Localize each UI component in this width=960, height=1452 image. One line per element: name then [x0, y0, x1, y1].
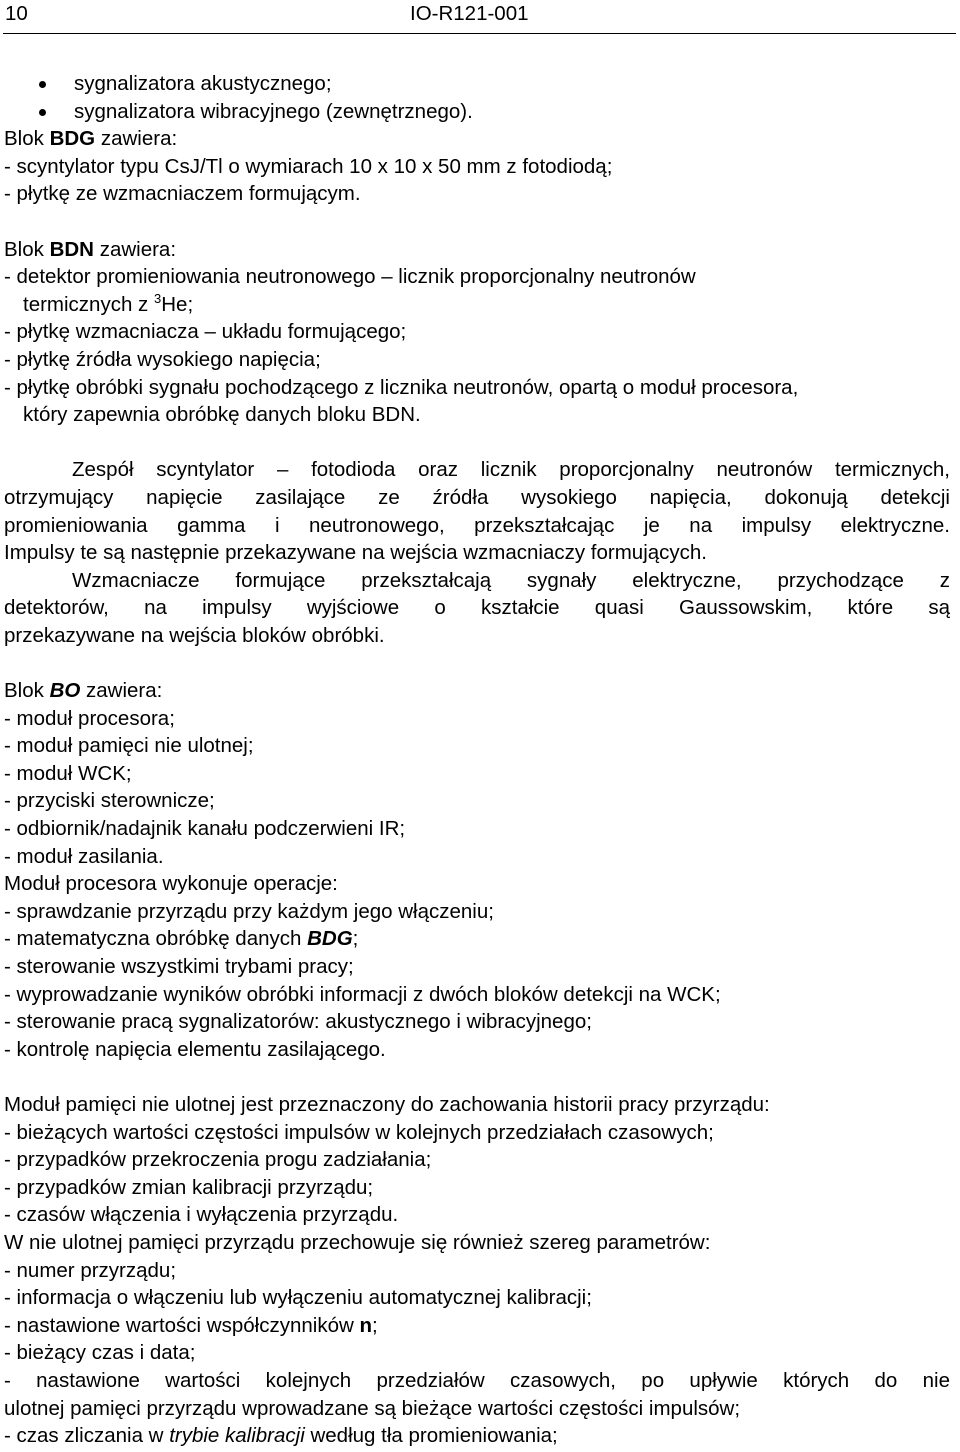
bdn-heading: Blok BDN zawiera:	[4, 237, 177, 261]
list-item: - moduł pamięci nie ulotnej;	[4, 734, 254, 758]
list-item-continuation: który zapewnia obróbkę danych bloku BDN.	[23, 403, 421, 427]
paragraph-line: Zespół scyntylator – fotodioda oraz licznik proporcjonalny neutronów termicznych,	[72, 458, 950, 482]
paragraph-line: Wzmacniacze formujące przekształcają sygnały elektryczne, przychodzące z	[72, 568, 950, 592]
list-item: - płytkę źródła wysokiego napięcia;	[4, 347, 321, 371]
list-item: - moduł zasilania.	[4, 844, 164, 868]
list-item: - przypadków zmian kalibracji przyrządu;	[4, 1175, 374, 1199]
list-item: - sterowanie pracą sygnalizatorów: akustycznego i wibracyjnego;	[4, 1010, 592, 1034]
paragraph-line: detektorów, na impulsy wyjściowe o kształcie quasi Gaussowskim, które są	[4, 596, 950, 620]
list-item: - nastawione wartości współczynników n;	[4, 1313, 378, 1337]
list-item: - nastawione wartości kolejnych przedziałów czasowych, po upływie których do nie	[4, 1368, 950, 1392]
bullet-dot-icon	[39, 109, 46, 116]
paragraph-line: promieniowania gamma i neutronowego, przekształcając je na impulsy elektryczne.	[4, 513, 950, 537]
list-item: - odbiornik/nadajnik kanału podczerwieni IR;	[4, 817, 406, 841]
header-rule	[3, 33, 956, 34]
bullet-item: sygnalizatora wibracyjnego (zewnętrznego).	[4, 98, 950, 126]
list-item: - płytkę wzmacniacza – układu formującego;	[4, 320, 407, 344]
document-id: IO-R121-001	[410, 2, 529, 25]
list-item: - przypadków przekroczenia progu zadziałania;	[4, 1148, 432, 1172]
paragraph-line: Impulsy te są następnie przekazywane na wejścia wzmacniaczy formujących.	[4, 541, 707, 565]
list-item: - moduł procesora;	[4, 706, 175, 730]
page-body	[4, 70, 950, 1450]
list-item: - płytkę obróbki sygnału pochodzącego z licznika neutronów, opartą o moduł procesora,	[4, 375, 799, 399]
bo-heading: Blok BO zawiera:	[4, 679, 163, 703]
paragraph-line: otrzymujący napięcie zasilające ze źródła wysokiego napięcia, dokonują detekcji	[4, 485, 950, 509]
list-item: - informacja o włączeniu lub wyłączeniu automatycznej kalibracji;	[4, 1286, 592, 1310]
list-item: - sprawdzanie przyrządu przy każdym jego włączeniu;	[4, 899, 494, 923]
list-item: - kontrolę napięcia elementu zasilającego.	[4, 1037, 386, 1061]
list-item: - bieżących wartości częstości impulsów w kolejnych przedziałach czasowych;	[4, 1120, 714, 1144]
bdg-heading: Blok BDG zawiera:	[4, 127, 178, 151]
list-item: - bieżący czas i data;	[4, 1341, 196, 1365]
list-item: - moduł WCK;	[4, 761, 132, 785]
bullet-dot-icon	[39, 81, 46, 88]
list-item: - matematyczna obróbkę danych BDG;	[4, 927, 359, 951]
list-item: - płytkę ze wzmacniaczem formującym.	[4, 182, 361, 206]
paragraph-line: przekazywane na wejścia bloków obróbki.	[4, 623, 385, 647]
list-item-continuation: ulotnej pamięci przyrządu wprowadzane są bieżące wartości częstości impulsów;	[4, 1396, 741, 1420]
list-item-continuation: termicznych z $^3$He;	[23, 290, 194, 316]
list-item: - numer przyrządu;	[4, 1258, 177, 1282]
list-item: - czasów włączenia i wyłączenia przyrządu.	[4, 1203, 399, 1227]
list-item: - czas zliczania w trybie kalibracji według tła promieniowania;	[4, 1424, 558, 1448]
list-item: - detektor promieniowania neutronowego – licznik proporcjonalny neutronów	[4, 265, 696, 289]
params-heading: W nie ulotnej pamięci przyrządu przechowuje się również szereg parametrów:	[4, 1230, 711, 1254]
list-item: - przyciski sterownicze;	[4, 789, 215, 813]
list-item: - sterowanie wszystkimi trybami pracy;	[4, 955, 354, 978]
list-item: - scyntylator typu CsJ/Tl o wymiarach 10 x 10 x 50 mm z fotodiodą;	[4, 154, 613, 178]
bullet-item: sygnalizatora akustycznego;	[4, 70, 950, 98]
memory-heading: Moduł pamięci nie ulotnej jest przeznaczony do zachowania historii pracy przyrządu:	[4, 1092, 770, 1116]
processor-heading: Moduł procesora wykonuje operacje:	[4, 872, 338, 896]
page-number: 10	[5, 2, 28, 25]
list-item: - wyprowadzanie wyników obróbki informacji z dwóch bloków detekcji na WCK;	[4, 982, 721, 1006]
page-header	[0, 0, 960, 38]
